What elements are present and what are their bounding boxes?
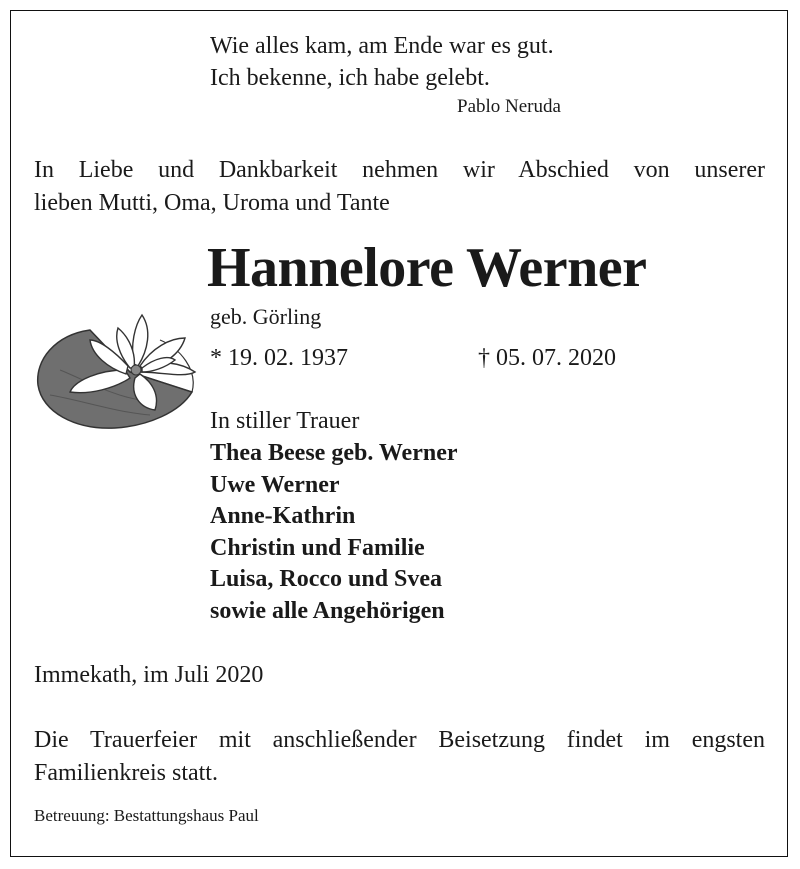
intro-line-2: lieben Mutti, Oma, Uroma und Tante [34,190,390,216]
mourner-item: Luisa, Rocco und Svea [210,566,443,592]
mourning-heading: In stiller Trauer [210,408,360,434]
ceremony-line-2: Familienkreis statt. [34,760,218,786]
poem-line-2: Ich bekenne, ich habe gelebt. [210,65,490,91]
birth-date: * 19. 02. 1937 [210,345,348,371]
mourner-item: Uwe Werner [210,471,340,498]
ceremony-line-1: Die Trauerfeier mit anschließender Beisetzung findet im engsten [34,727,765,753]
mourner-list [210,438,458,627]
intro-line-1: In Liebe und Dankbarkeit nehmen wir Abschied von unserer [34,157,765,183]
mourner-item: Christin und Familie [210,534,425,561]
death-date: † 05. 07. 2020 [478,345,616,371]
maiden-name: geb. Görling [210,304,322,329]
mourner-item: Thea Beese geb. Werner [210,440,458,466]
mourner-item: Anne-Kathrin [210,503,356,529]
funeral-home-credit: Betreuung: Bestattungshaus Paul [34,806,259,825]
mourner-item: sowie alle Angehörigen [210,597,445,624]
poem-line-1: Wie alles kam, am Ende war es gut. [210,33,554,59]
deceased-name: Hannelore Werner [207,237,647,299]
ceremony-text [34,724,765,790]
water-lily-icon [30,300,205,435]
intro-text [34,154,765,220]
poem-author: Pablo Neruda [457,96,561,117]
place-date: Immekath, im Juli 2020 [34,662,264,688]
